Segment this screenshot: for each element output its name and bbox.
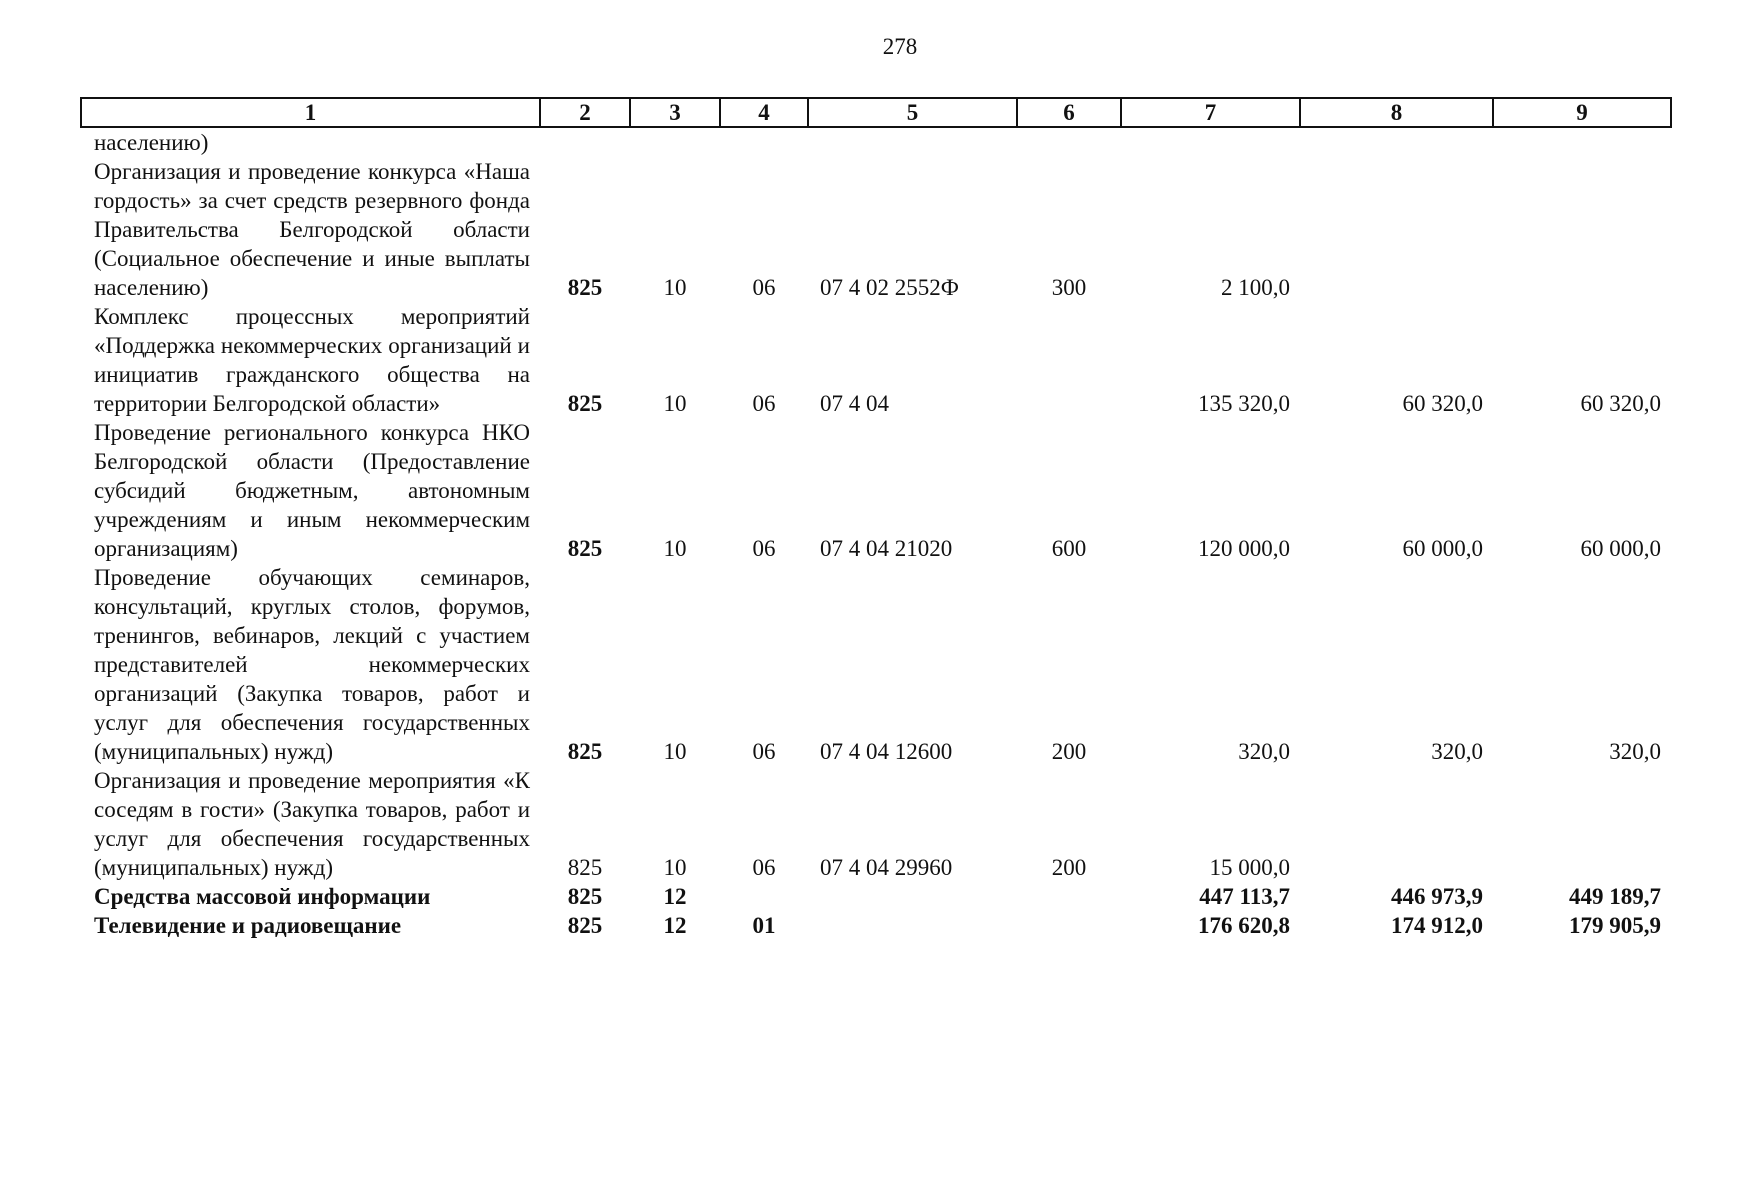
row-subsection: 06 bbox=[752, 391, 776, 416]
row-target-code bbox=[808, 882, 1017, 911]
row-name: населению) bbox=[94, 130, 209, 155]
row-target-code: 07 4 04 12600 bbox=[820, 739, 953, 764]
row-expense-type bbox=[1017, 127, 1121, 157]
row-grbs: 825 bbox=[567, 884, 603, 909]
column-header: 6 bbox=[1017, 98, 1121, 127]
row-name: Телевидение и радиовещание bbox=[94, 913, 402, 938]
row-sum-3 bbox=[1493, 766, 1671, 882]
row-sum-2: 446 973,9 bbox=[1391, 884, 1483, 909]
column-header: 7 bbox=[1121, 98, 1300, 127]
page-number: 278 bbox=[882, 34, 918, 59]
row-grbs: 825 bbox=[567, 391, 603, 416]
row-section: 12 bbox=[663, 884, 687, 909]
row-section: 10 bbox=[663, 855, 687, 880]
row-section bbox=[630, 127, 720, 157]
column-header: 1 bbox=[81, 98, 540, 127]
row-subsection: 06 bbox=[752, 855, 776, 880]
row-sum-2: 60 320,0 bbox=[1402, 391, 1483, 416]
row-target-code: 07 4 04 bbox=[820, 391, 889, 416]
row-grbs bbox=[540, 127, 630, 157]
row-sum-1 bbox=[1121, 127, 1300, 157]
row-grbs: 825 bbox=[567, 913, 603, 938]
row-section: 10 bbox=[663, 739, 687, 764]
row-sum-3 bbox=[1493, 127, 1671, 157]
budget-table bbox=[80, 97, 1672, 940]
table-row bbox=[81, 563, 1671, 766]
column-header: 9 bbox=[1493, 98, 1671, 127]
row-sum-3: 320,0 bbox=[1609, 739, 1661, 764]
row-subsection: 06 bbox=[752, 275, 776, 300]
table-row bbox=[81, 127, 1671, 157]
row-sum-2 bbox=[1300, 127, 1493, 157]
row-section: 10 bbox=[663, 391, 687, 416]
column-header: 3 bbox=[630, 98, 720, 127]
row-expense-type bbox=[1017, 882, 1121, 911]
row-subsection bbox=[720, 882, 808, 911]
row-target-code bbox=[808, 127, 1017, 157]
row-name: Комплекс процессных мероприятий «Поддержка некоммерческих организаций и инициатив гражданского общества на территории Белгородской области» bbox=[94, 304, 530, 416]
row-section: 10 bbox=[663, 275, 687, 300]
row-target-code bbox=[808, 911, 1017, 940]
table-row bbox=[81, 302, 1671, 418]
table-row bbox=[81, 157, 1671, 302]
row-grbs: 825 bbox=[567, 855, 603, 880]
row-section: 12 bbox=[663, 913, 687, 938]
row-expense-type: 300 bbox=[1051, 275, 1087, 300]
column-header: 8 bbox=[1300, 98, 1493, 127]
row-sum-3: 179 905,9 bbox=[1569, 913, 1661, 938]
table-row bbox=[81, 418, 1671, 563]
row-section: 10 bbox=[663, 536, 687, 561]
table-row bbox=[81, 882, 1671, 911]
row-subsection: 01 bbox=[752, 913, 776, 938]
row-sum-1: 135 320,0 bbox=[1198, 391, 1290, 416]
row-sum-3: 60 000,0 bbox=[1580, 536, 1661, 561]
row-grbs: 825 bbox=[567, 536, 603, 561]
row-target-code: 07 4 04 21020 bbox=[820, 536, 953, 561]
row-target-code: 07 4 04 29960 bbox=[820, 855, 953, 880]
row-sum-2: 174 912,0 bbox=[1391, 913, 1483, 938]
row-subsection bbox=[720, 127, 808, 157]
row-name: Организация и проведение конкурса «Наша гордость» за счет средств резервного фонда Правительства Белгородской области (Социальное обеспечение и иные выплаты населению) bbox=[94, 159, 530, 300]
row-sum-1: 2 100,0 bbox=[1221, 275, 1290, 300]
row-name: Средства массовой информации bbox=[94, 884, 431, 909]
row-name: Организация и проведение мероприятия «К соседям в гости» (Закупка товаров, работ и услуг для обеспечения государственных (муниципальных) нужд) bbox=[94, 768, 530, 880]
row-name: Проведение обучающих семинаров, консультаций, круглых столов, форумов, тренингов, вебинаров, лекций с участием представителей некоммерческих организаций (Закупка товаров, работ и услуг для обеспечения государственных (муниципальных) нужд) bbox=[94, 565, 530, 764]
row-grbs: 825 bbox=[567, 275, 603, 300]
row-sum-2: 60 000,0 bbox=[1402, 536, 1483, 561]
table-row bbox=[81, 766, 1671, 882]
row-expense-type: 600 bbox=[1051, 536, 1087, 561]
row-expense-type bbox=[1017, 302, 1121, 418]
row-target-code: 07 4 02 2552Ф bbox=[820, 275, 959, 300]
row-subsection: 06 bbox=[752, 536, 776, 561]
row-subsection: 06 bbox=[752, 739, 776, 764]
row-expense-type: 200 bbox=[1051, 739, 1087, 764]
column-header: 4 bbox=[720, 98, 808, 127]
row-sum-1: 320,0 bbox=[1238, 739, 1290, 764]
table-row bbox=[81, 911, 1671, 940]
row-sum-1: 120 000,0 bbox=[1198, 536, 1290, 561]
row-sum-2 bbox=[1300, 766, 1493, 882]
row-sum-2 bbox=[1300, 157, 1493, 302]
row-sum-3 bbox=[1493, 157, 1671, 302]
row-sum-2: 320,0 bbox=[1431, 739, 1483, 764]
header-row bbox=[81, 98, 1671, 127]
row-name: Проведение регионального конкурса НКО Белгородской области (Предоставление субсидий бюджетным, автономным учреждениям и иным некоммерческим организациям) bbox=[94, 420, 530, 561]
row-sum-1: 447 113,7 bbox=[1199, 884, 1290, 909]
row-sum-1: 176 620,8 bbox=[1198, 913, 1290, 938]
row-sum-3: 449 189,7 bbox=[1569, 884, 1661, 909]
row-expense-type: 200 bbox=[1051, 855, 1087, 880]
row-sum-3: 60 320,0 bbox=[1580, 391, 1661, 416]
row-expense-type bbox=[1017, 911, 1121, 940]
column-header: 5 bbox=[808, 98, 1017, 127]
row-sum-1: 15 000,0 bbox=[1209, 855, 1290, 880]
row-grbs: 825 bbox=[567, 739, 603, 764]
column-header: 2 bbox=[540, 98, 630, 127]
